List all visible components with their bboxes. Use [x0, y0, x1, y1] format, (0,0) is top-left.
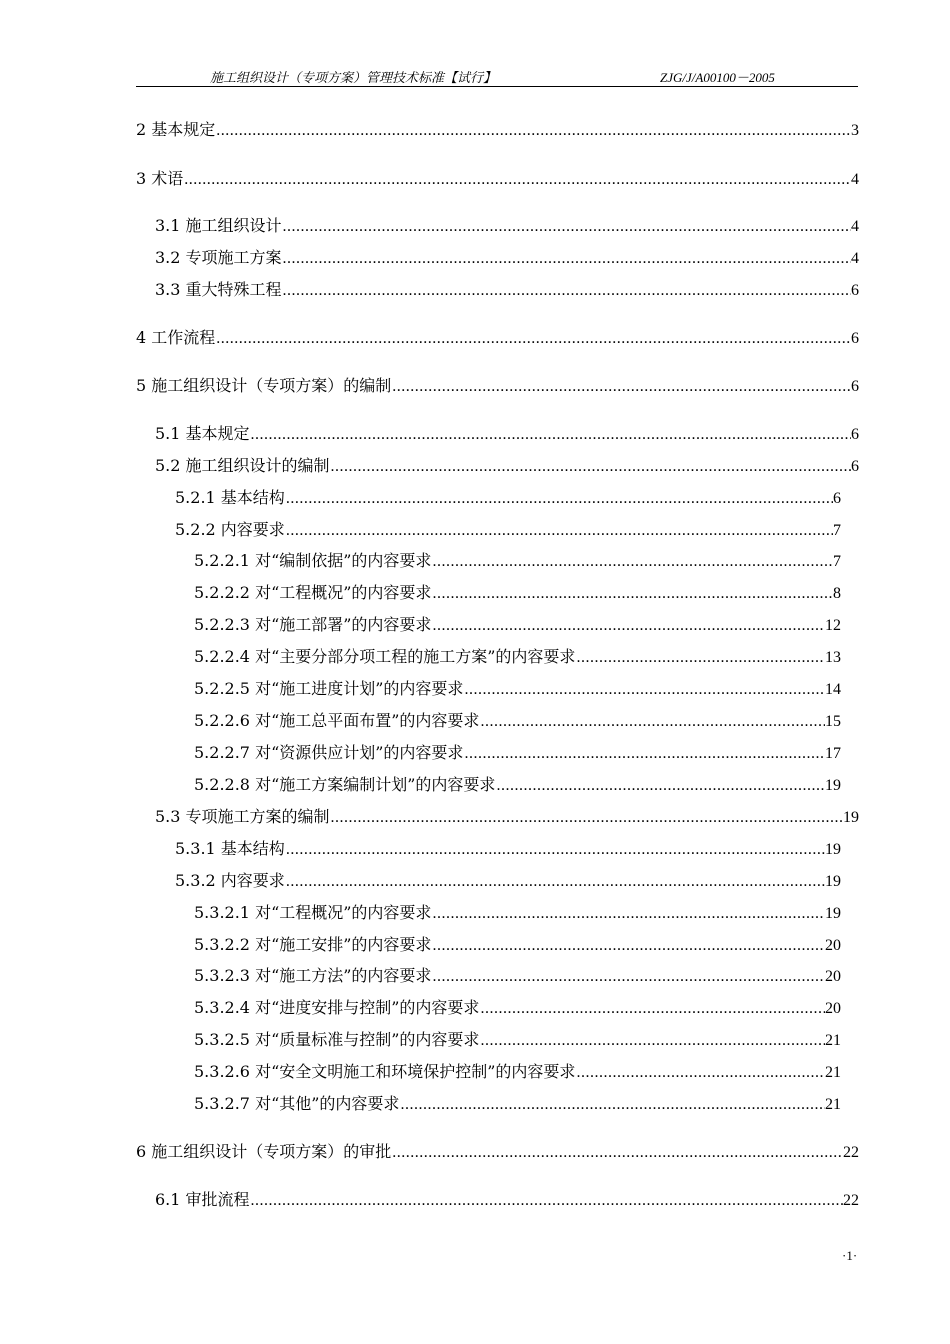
- toc-entry-page: 6: [851, 426, 859, 443]
- toc-dot-leader: [432, 967, 825, 987]
- toc-entry[interactable]: [194, 551, 841, 572]
- toc-entry-label: 5.3.2.5 对“质量标准与控制”的内容要求: [194, 1030, 480, 1049]
- toc-entry-page: 20: [825, 968, 841, 985]
- toc-entry-label: 4 工作流程: [136, 328, 216, 347]
- toc-entry-page: 19: [825, 777, 841, 794]
- toc-entry[interactable]: [194, 935, 841, 956]
- toc-entry-page: 4: [851, 250, 859, 267]
- toc-dot-leader: [432, 584, 833, 604]
- toc-entry-page: 20: [825, 937, 841, 954]
- toc-dot-leader: [216, 121, 851, 141]
- toc-dot-leader: [331, 808, 843, 828]
- toc-entry[interactable]: [175, 488, 841, 509]
- toc-entry-label: 5.3.2.6 对“安全文明施工和环境保护控制”的内容要求: [194, 1062, 576, 1081]
- toc-entry-label: 3.3 重大特殊工程: [155, 280, 282, 299]
- toc-entry[interactable]: [155, 424, 859, 445]
- toc-entry-page: 4: [851, 218, 859, 235]
- toc-entry-page: 22: [843, 1192, 859, 1209]
- toc-entry[interactable]: [175, 839, 841, 860]
- toc-entry[interactable]: [155, 456, 859, 477]
- toc-entry[interactable]: [155, 1190, 859, 1211]
- toc-entry-label: 5.2.2 内容要求: [175, 520, 285, 539]
- header-document-code: ZJG/J/A00100－2005: [660, 70, 775, 85]
- toc-entry[interactable]: [175, 520, 841, 541]
- toc-entry[interactable]: [194, 679, 841, 700]
- toc-dot-leader: [480, 999, 825, 1019]
- toc-entry-page: 8: [833, 585, 841, 602]
- toc-entry[interactable]: [136, 376, 859, 397]
- toc-entry-label: 6.1 审批流程: [155, 1190, 250, 1209]
- toc-entry-label: 5 施工组织设计（专项方案）的编制: [136, 376, 392, 395]
- toc-entry[interactable]: [155, 280, 859, 301]
- toc-entry-page: 17: [825, 745, 841, 762]
- toc-dot-leader: [286, 840, 825, 860]
- toc-dot-leader: [392, 1143, 843, 1163]
- toc-entry-label: 5.3.2.3 对“施工方法”的内容要求: [194, 966, 432, 985]
- toc-entry-page: 20: [825, 1000, 841, 1017]
- toc-dot-leader: [464, 680, 825, 700]
- toc-entry[interactable]: [194, 583, 841, 604]
- toc-dot-leader: [251, 425, 851, 445]
- toc-entry[interactable]: [175, 871, 841, 892]
- toc-entry-page: 7: [833, 553, 841, 570]
- toc-entry-page: 21: [825, 1064, 841, 1081]
- toc-entry-page: 14: [825, 681, 841, 698]
- toc-dot-leader: [184, 170, 851, 190]
- page-number: ·1·: [842, 1248, 858, 1263]
- toc-dot-leader: [216, 329, 851, 349]
- toc-entry-page: 3: [851, 122, 859, 139]
- toc-entry-page: 19: [825, 905, 841, 922]
- toc-dot-leader: [283, 217, 851, 237]
- toc-entry-label: 3.2 专项施工方案: [155, 248, 282, 267]
- toc-entry-page: 21: [825, 1096, 841, 1113]
- toc-entry-page: 6: [851, 458, 859, 475]
- toc-dot-leader: [331, 457, 851, 477]
- toc-entry[interactable]: [194, 998, 841, 1019]
- toc-dot-leader: [432, 936, 825, 956]
- toc-entry[interactable]: [194, 615, 841, 636]
- toc-entry[interactable]: [194, 775, 841, 796]
- toc-entry-label: 5.3.2.2 对“施工安排”的内容要求: [194, 935, 432, 954]
- page-header: [136, 66, 858, 87]
- toc-entry-page: 19: [825, 841, 841, 858]
- toc-entry-label: 5.1 基本规定: [155, 424, 250, 443]
- toc-dot-leader: [464, 744, 825, 764]
- toc-entry-label: 5.3 专项施工方案的编制: [155, 807, 330, 826]
- toc-entry-page: 19: [843, 809, 859, 826]
- toc-entry-label: 5.3.2.4 对“进度安排与控制”的内容要求: [194, 998, 480, 1017]
- toc-entry-label: 5.3.2.1 对“工程概况”的内容要求: [194, 903, 432, 922]
- toc-entry[interactable]: [136, 328, 859, 349]
- toc-entry-label: 5.2.2.7 对“资源供应计划”的内容要求: [194, 743, 464, 762]
- toc-dot-leader: [432, 616, 825, 636]
- toc-entry-label: 5.2.1 基本结构: [175, 488, 285, 507]
- toc-entry[interactable]: [194, 966, 841, 987]
- toc-entry-label: 2 基本规定: [136, 120, 216, 139]
- toc-entry-label: 5.2.2.2 对“工程概况”的内容要求: [194, 583, 432, 602]
- toc-entry[interactable]: [155, 807, 859, 828]
- toc-entry[interactable]: [194, 903, 841, 924]
- toc-dot-leader: [286, 489, 833, 509]
- toc-entry[interactable]: [194, 1030, 841, 1051]
- toc-entry[interactable]: [194, 743, 841, 764]
- toc-dot-leader: [480, 1031, 825, 1051]
- toc-entry-page: 7: [833, 522, 841, 539]
- toc-entry[interactable]: [194, 711, 841, 732]
- toc-entry-page: 12: [825, 617, 841, 634]
- toc-dot-leader: [283, 249, 851, 269]
- toc-entry[interactable]: [155, 216, 859, 237]
- toc-dot-leader: [400, 1095, 825, 1115]
- toc-entry[interactable]: [194, 1094, 841, 1115]
- toc-entry-page: 22: [843, 1144, 859, 1161]
- toc-entry-page: 6: [851, 330, 859, 347]
- toc-entry[interactable]: [194, 1062, 841, 1083]
- toc-dot-leader: [576, 1063, 825, 1083]
- header-title: 施工组织设计（专项方案）管理技术标准【试行】: [210, 70, 497, 85]
- toc-dot-leader: [251, 1191, 843, 1211]
- toc-entry-label: 5.3.2 内容要求: [175, 871, 285, 890]
- toc-dot-leader: [432, 904, 825, 924]
- toc-entry-label: 5.2.2.1 对“编制依据”的内容要求: [194, 551, 432, 570]
- toc-dot-leader: [480, 712, 825, 732]
- toc-entry[interactable]: [136, 120, 859, 141]
- toc-entry[interactable]: [155, 248, 859, 269]
- toc-dot-leader: [576, 648, 825, 668]
- toc-entry-label: 5.2.2.3 对“施工部署”的内容要求: [194, 615, 432, 634]
- toc-entry-page: 13: [825, 649, 841, 666]
- toc-entry-page: 6: [851, 282, 859, 299]
- toc-entry-page: 4: [851, 171, 859, 188]
- toc-entry-label: 5.2.2.5 对“施工进度计划”的内容要求: [194, 679, 464, 698]
- toc-entry-page: 6: [851, 378, 859, 395]
- toc-entry-label: 5.3.2.7 对“其他”的内容要求: [194, 1094, 400, 1113]
- toc-entry-label: 6 施工组织设计（专项方案）的审批: [136, 1142, 392, 1161]
- toc-entry[interactable]: [136, 1142, 859, 1163]
- toc-dot-leader: [286, 872, 825, 892]
- toc-entry-page: 15: [825, 713, 841, 730]
- toc-entry[interactable]: [136, 169, 859, 190]
- toc-entry-page: 19: [825, 873, 841, 890]
- toc-dot-leader: [496, 776, 825, 796]
- toc-entry-label: 5.2.2.6 对“施工总平面布置”的内容要求: [194, 711, 480, 730]
- toc-entry-label: 5.2.2.4 对“主要分部分项工程的施工方案”的内容要求: [194, 647, 576, 666]
- toc-entry-label: 3.1 施工组织设计: [155, 216, 282, 235]
- toc-dot-leader: [283, 281, 851, 301]
- toc-entry-label: 5.3.1 基本结构: [175, 839, 285, 858]
- toc-entry-label: 3 术语: [136, 169, 184, 188]
- toc-dot-leader: [432, 552, 833, 572]
- toc-entry-page: 21: [825, 1032, 841, 1049]
- toc-dot-leader: [286, 521, 833, 541]
- toc-dot-leader: [392, 377, 851, 397]
- toc-entry-page: 6: [833, 490, 841, 507]
- toc-entry-label: 5.2 施工组织设计的编制: [155, 456, 330, 475]
- toc-entry-label: 5.2.2.8 对“施工方案编制计划”的内容要求: [194, 775, 496, 794]
- toc-entry[interactable]: [194, 647, 841, 668]
